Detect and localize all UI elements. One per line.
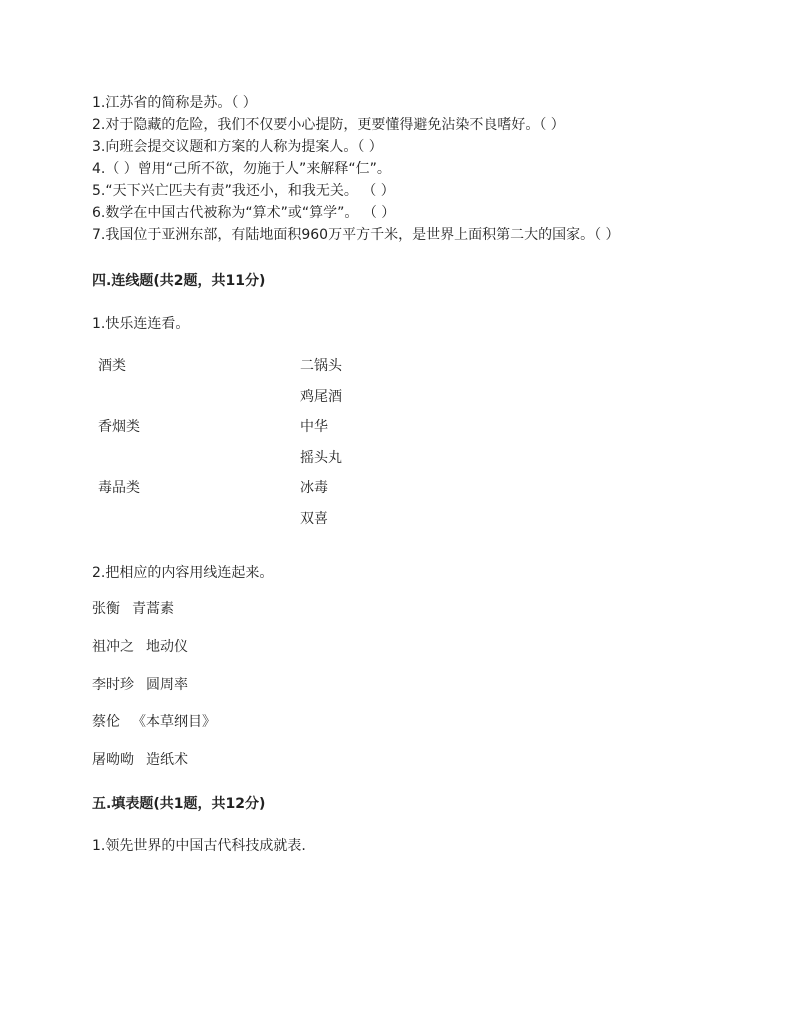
- tf-item-5: 5.“天下兴亡匹夫有责”我还小，和我无关。 （ ）: [92, 183, 395, 199]
- match-right-item: 冰毒: [300, 480, 328, 496]
- match-left-item: 毒品类: [98, 480, 140, 496]
- table-question-1-prompt: 1.领先世界的中国古代科技成就表.: [92, 838, 306, 854]
- match-pair-row: [92, 598, 174, 618]
- match-pair-row: [92, 636, 188, 656]
- match-pair-left: 李时珍: [92, 677, 134, 693]
- match-pair-left: 蔡伦: [92, 714, 120, 730]
- tf-item-7: 7.我国位于亚洲东部，有陆地面积960万平方千米，是世界上面积第二大的国家。（ ）: [92, 227, 620, 243]
- tf-item-2: 2.对于隐藏的危险，我们不仅要小心提防，更要懂得避免沾染不良嗜好。（ ）: [92, 117, 565, 133]
- tf-item-4: 4.（ ）曾用“己所不欲，勿施于人”来解释“仁”。: [92, 161, 391, 177]
- match-pair-right: 造纸术: [146, 752, 188, 768]
- tf-item-6: 6.数学在中国古代被称为“算术”或“算学”。 （ ）: [92, 205, 396, 221]
- match-pair-left: 祖冲之: [92, 639, 134, 655]
- section-5-title: 五.填表题(共1题，共12分): [92, 796, 266, 812]
- match-pair-left: 张衡: [92, 601, 120, 617]
- match-right-item: 摇头丸: [300, 450, 342, 466]
- match-right-item: 双喜: [300, 511, 328, 527]
- matching-question-2-prompt: 2.把相应的内容用线连起来。: [92, 565, 274, 581]
- match-pair-right: 地动仪: [146, 639, 188, 655]
- match-pair-row: [92, 711, 216, 731]
- match-pair-row: [92, 674, 188, 694]
- tf-item-1: 1.江苏省的简称是苏。（ ）: [92, 95, 257, 111]
- match-right-item: 鸡尾酒: [300, 389, 342, 405]
- match-pair-right: 《本草纲目》: [132, 714, 216, 730]
- true-false-list: [92, 92, 732, 246]
- match-right-item: 中华: [300, 419, 328, 435]
- match-left-item: 酒类: [98, 358, 126, 374]
- match-pair-row: [92, 749, 188, 769]
- tf-item-3: 3.向班会提交议题和方案的人称为提案人。（ ）: [92, 139, 383, 155]
- match-pair-right: 青蒿素: [132, 601, 174, 617]
- match-pair-left: 屠呦呦: [92, 752, 134, 768]
- matching-question-1-prompt: 1.快乐连连看。: [92, 316, 190, 332]
- section-4-title: 四.连线题(共2题，共11分): [92, 273, 266, 289]
- match-left-item: 香烟类: [98, 419, 140, 435]
- match-right-item: 二锅头: [300, 358, 342, 374]
- match-pair-right: 圆周率: [146, 677, 188, 693]
